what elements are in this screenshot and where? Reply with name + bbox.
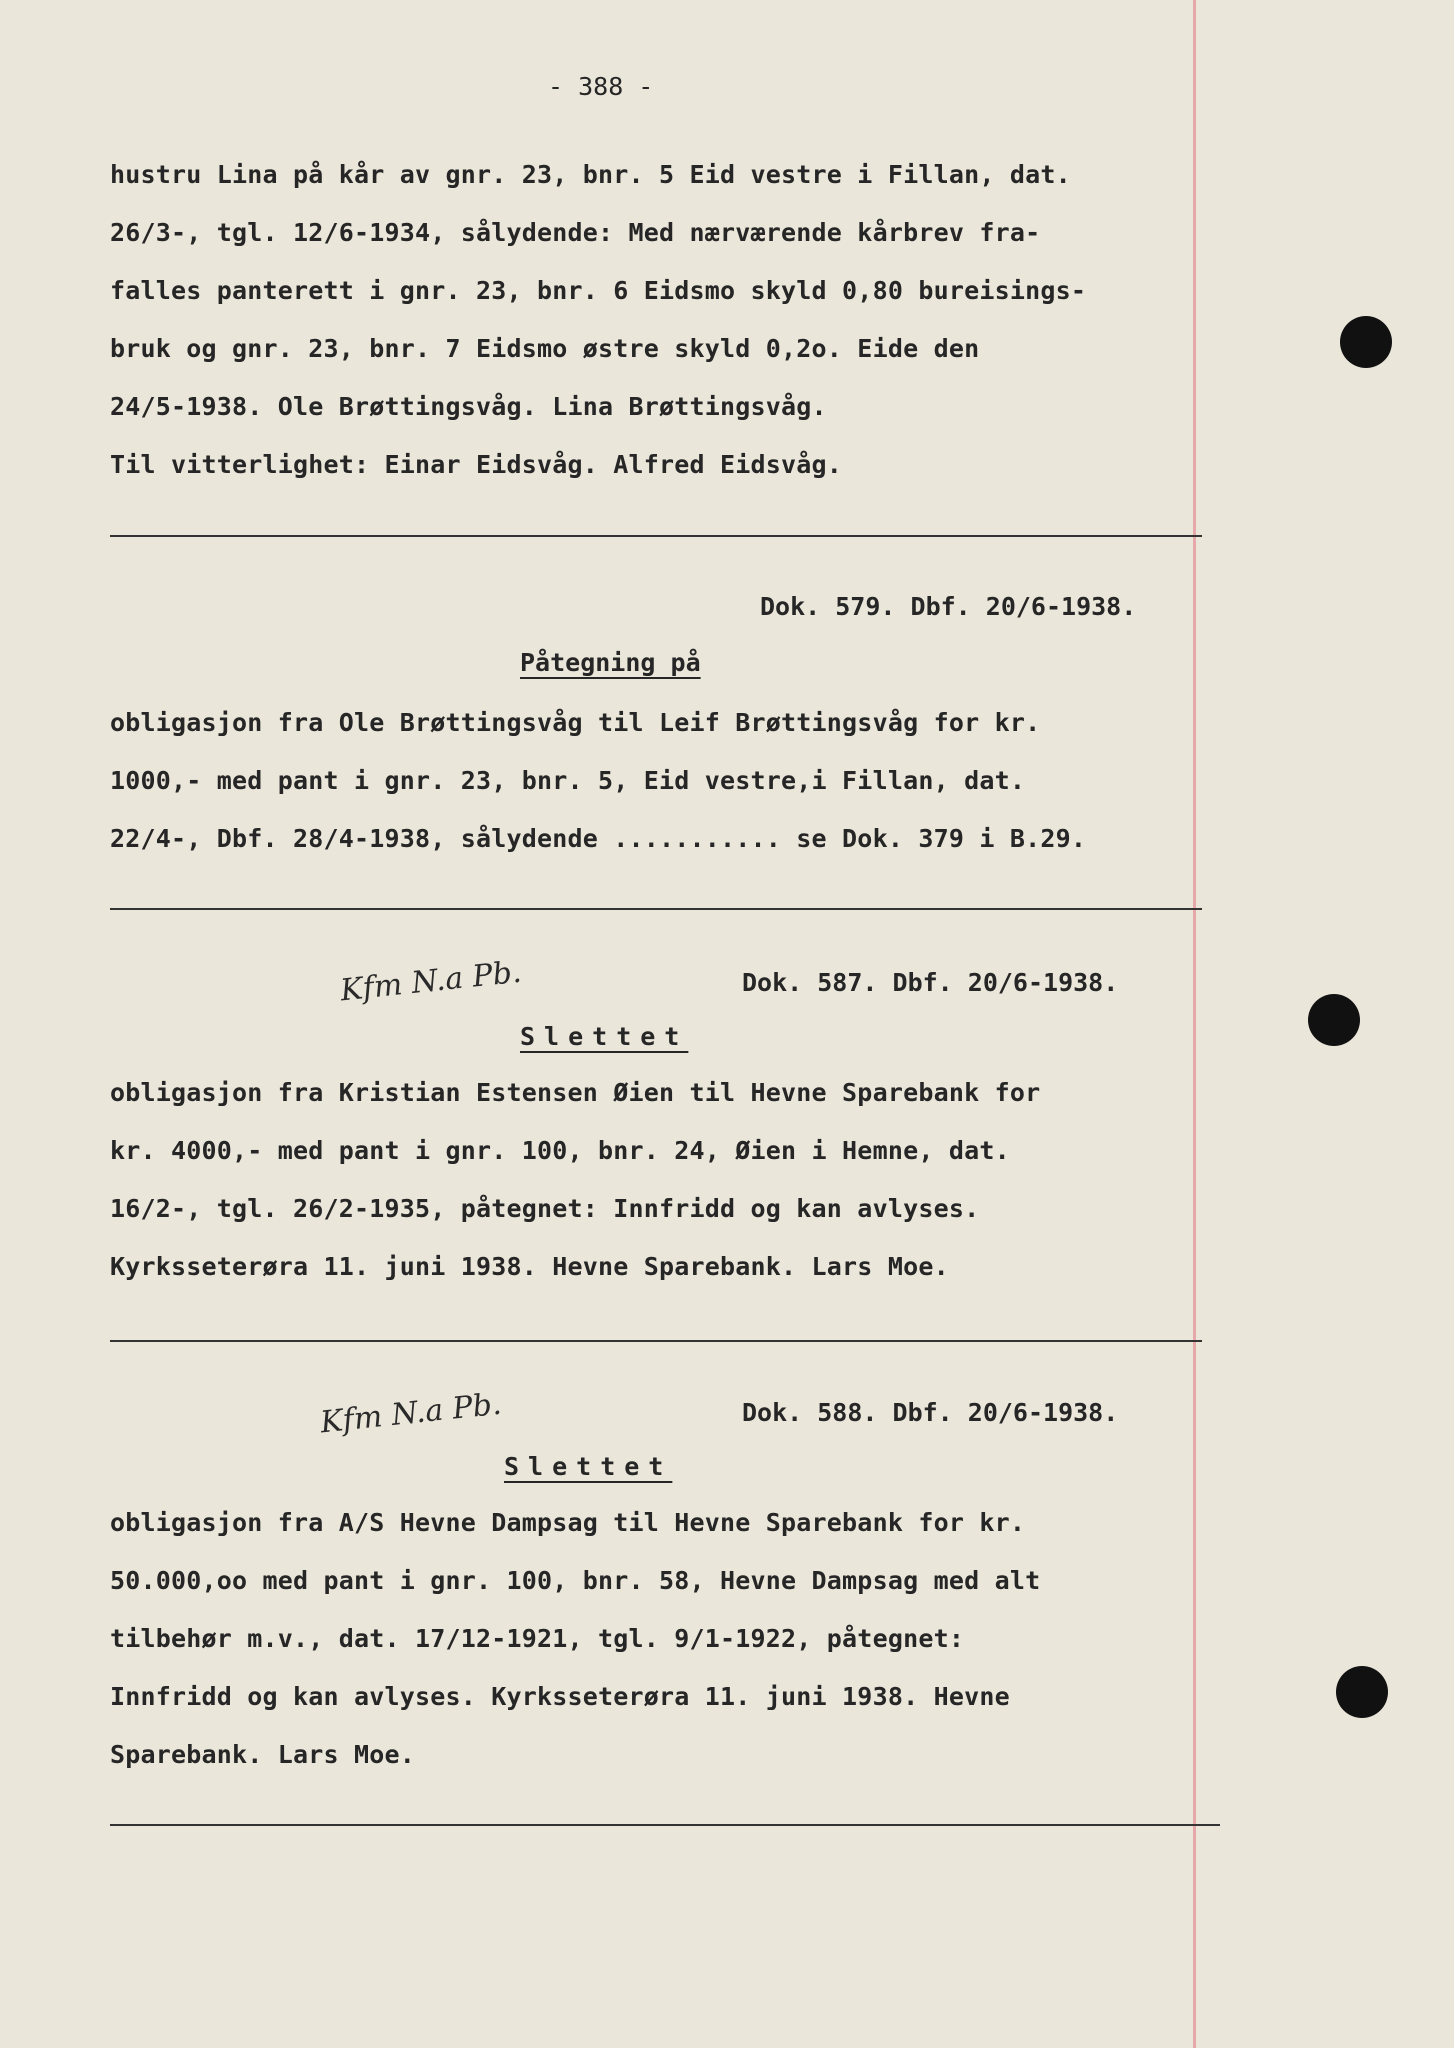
dok-reference: Dok. 588. Dbf. 20/6-1938. bbox=[742, 1398, 1119, 1427]
dok-reference: Dok. 587. Dbf. 20/6-1938. bbox=[742, 968, 1119, 997]
dok-reference: Dok. 579. Dbf. 20/6-1938. bbox=[760, 592, 1137, 621]
entry-heading: Påtegning på bbox=[520, 648, 701, 677]
punch-hole bbox=[1336, 1666, 1388, 1718]
text-line: falles panterett i gnr. 23, bnr. 6 Eidsmo skyld 0,80 bureisings- bbox=[110, 276, 1087, 305]
text-line: hustru Lina på kår av gnr. 23, bnr. 5 Eid vestre i Fillan, dat. bbox=[110, 160, 1071, 189]
section-divider bbox=[110, 1340, 1202, 1342]
text-line: 24/5-1938. Ole Brøttingsvåg. Lina Brøttingsvåg. bbox=[110, 392, 827, 421]
margin-rule bbox=[1193, 0, 1196, 2048]
section-divider bbox=[110, 908, 1202, 910]
handwritten-note: Kfm N.a Pb. bbox=[338, 954, 524, 1009]
text-line: 22/4-, Dbf. 28/4-1938, sålydende ........... se Dok. 379 i B.29. bbox=[110, 824, 1087, 853]
section-divider bbox=[110, 535, 1202, 537]
text-line: Innfridd og kan avlyses. Kyrksseterøra 11. juni 1938. Hevne bbox=[110, 1682, 1010, 1711]
page-number: - 388 - bbox=[548, 72, 654, 101]
text-line: kr. 4000,- med pant i gnr. 100, bnr. 24, Øien i Hemne, dat. bbox=[110, 1136, 1010, 1165]
punch-hole bbox=[1340, 316, 1392, 368]
text-line: obligasjon fra Kristian Estensen Øien til Hevne Sparebank for bbox=[110, 1078, 1041, 1107]
text-line: bruk og gnr. 23, bnr. 7 Eidsmo østre skyld 0,2o. Eide den bbox=[110, 334, 980, 363]
entry-heading: Slettet bbox=[520, 1022, 689, 1051]
text-line: obligasjon fra A/S Hevne Dampsag til Hevne Sparebank for kr. bbox=[110, 1508, 1026, 1537]
text-line: obligasjon fra Ole Brøttingsvåg til Leif Brøttingsvåg for kr. bbox=[110, 708, 1041, 737]
text-line: 26/3-, tgl. 12/6-1934, sålydende: Med nærværende kårbrev fra- bbox=[110, 218, 1041, 247]
section-divider bbox=[110, 1824, 1220, 1826]
text-line: 50.000,oo med pant i gnr. 100, bnr. 58, Hevne Dampsag med alt bbox=[110, 1566, 1041, 1595]
entry-heading: Slettet bbox=[504, 1452, 673, 1481]
text-line: Sparebank. Lars Moe. bbox=[110, 1740, 416, 1769]
text-line: tilbehør m.v., dat. 17/12-1921, tgl. 9/1-1922, påtegnet: bbox=[110, 1624, 965, 1653]
text-line: Kyrksseterøra 11. juni 1938. Hevne Sparebank. Lars Moe. bbox=[110, 1252, 949, 1281]
punch-hole bbox=[1308, 994, 1360, 1046]
text-line: Til vitterlighet: Einar Eidsvåg. Alfred Eidsvåg. bbox=[110, 450, 843, 479]
text-line: 1000,- med pant i gnr. 23, bnr. 5, Eid vestre,i Fillan, dat. bbox=[110, 766, 1026, 795]
handwritten-note: Kfm N.a Pb. bbox=[318, 1386, 504, 1441]
text-line: 16/2-, tgl. 26/2-1935, påtegnet: Innfridd og kan avlyses. bbox=[110, 1194, 980, 1223]
